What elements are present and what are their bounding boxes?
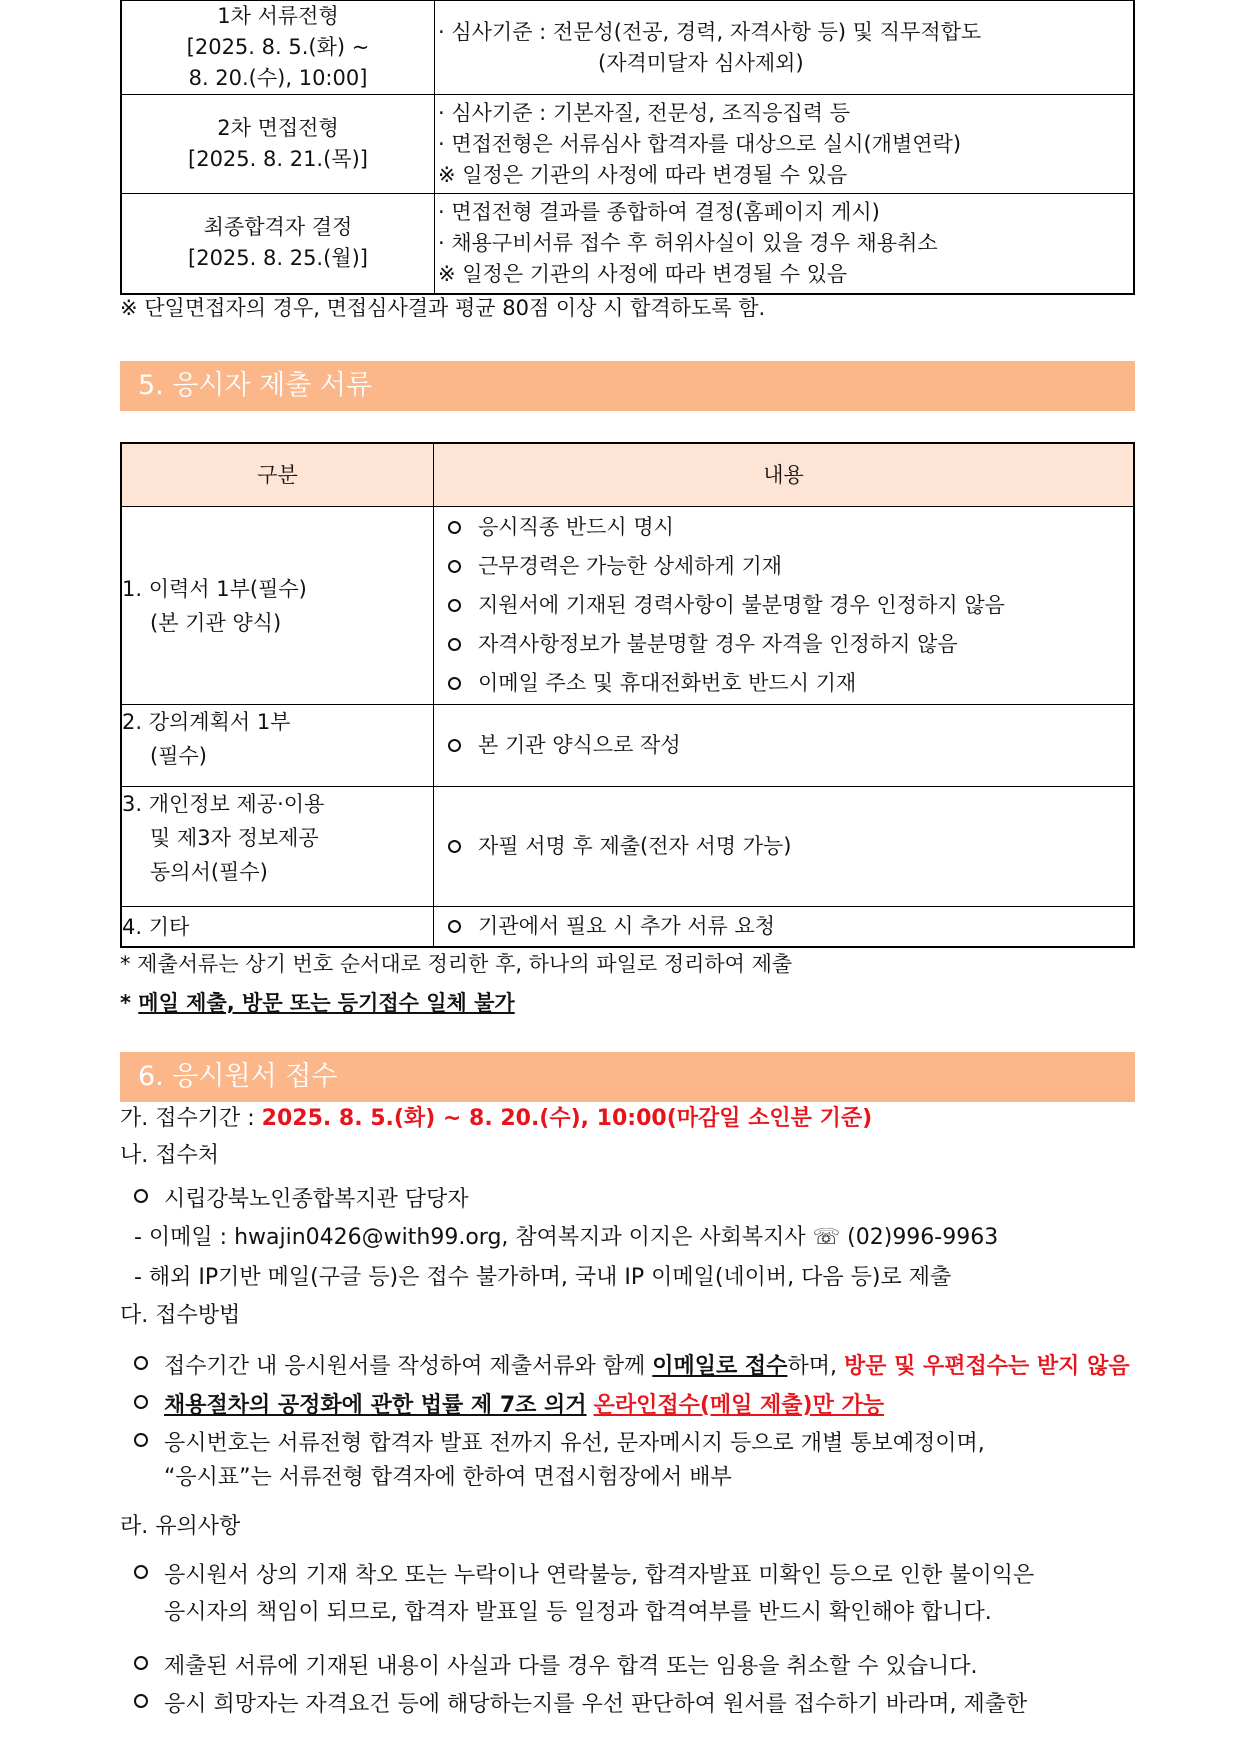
table-row [121, 95, 1134, 194]
circle-bullet-icon [448, 560, 461, 573]
doc-label-cell [121, 907, 434, 948]
doc-label-cell [121, 507, 434, 705]
documents-table [120, 442, 1135, 948]
doc-content-cell [434, 907, 1135, 948]
table-row [121, 907, 1134, 948]
circle-bullet-icon [448, 599, 461, 612]
list-item: 근무경력은 가능한 상세하게 기재 [448, 547, 1133, 586]
caution-label: 라. 유의사항 [120, 1514, 241, 1539]
desc-text: · 면접전형은 서류심사 합격자를 대상으로 실시(개별연락) [438, 131, 962, 156]
period-line: 가. 접수기간 : 2025. 8. 5.(화) ~ 8. 20.(수), 10:00(마감일 소인분 기준) [120, 1106, 873, 1131]
method-item-3: 응시번호는 서류전형 합격자 발표 전까지 유선, 문자메시지 등으로 개별 통보예정이며, [134, 1429, 985, 1459]
doc-label: (필수) [150, 744, 207, 768]
list-item: 본 기관 양식으로 작성 [448, 726, 1133, 765]
section-5-title: 5. 응시자 제출 서류 [120, 361, 1135, 411]
circle-bullet-icon [448, 920, 461, 933]
header-content: 내용 [434, 443, 1135, 507]
method-label: 다. 접수방법 [120, 1303, 241, 1328]
desc-cell [435, 1, 1135, 95]
circle-bullet-icon [134, 1395, 148, 1409]
desc-text: · 채용구비서류 접수 후 허위사실이 있을 경우 채용취소 [438, 230, 938, 255]
doc-label-cell [121, 787, 434, 907]
doc-label: 동의서(필수) [150, 860, 268, 884]
circle-bullet-icon [134, 1694, 148, 1708]
circle-bullet-icon [134, 1189, 148, 1203]
circle-bullet-icon [448, 677, 461, 690]
stage-text: 8. 20.(수), 10:00] [188, 66, 368, 90]
desc-cell [435, 194, 1135, 294]
list-item: 자격사항정보가 불분명할 경우 자격을 인정하지 않음 [448, 625, 1133, 664]
schedule-note: ※ 단일면접자의 경우, 면접심사결과 평균 80점 이상 시 합격하도록 함. [120, 296, 766, 320]
stage-text: 1차 서류전형 [217, 4, 339, 28]
circle-bullet-icon [134, 1565, 148, 1579]
list-item: 응시직종 반드시 명시 [448, 508, 1133, 547]
place-org: 시립강북노인종합복지관 담당자 [134, 1185, 469, 1215]
doc-label: 4. 기타 [122, 914, 190, 939]
stage-cell [121, 1, 435, 95]
caution-item-2: 제출된 서류에 기재된 내용이 사실과 다를 경우 합격 또는 임용을 취소할 수 있습니다. [134, 1652, 977, 1682]
section-6-title: 6. 응시원서 접수 [120, 1052, 1135, 1102]
doc-content-cell [434, 787, 1135, 907]
stage-text: 2차 면접전형 [217, 116, 339, 140]
list-item: 이메일 주소 및 휴대전화번호 반드시 기재 [448, 664, 1133, 703]
stage-text: 최종합격자 결정 [203, 215, 353, 240]
desc-text: ※ 일정은 기관의 사정에 따라 변경될 수 있음 [438, 162, 848, 187]
method-item-3-cont: “응시표”는 서류전형 합격자에 한하여 면접시험장에서 배부 [164, 1465, 732, 1490]
table-row [121, 194, 1134, 294]
doc-label: 3. 개인정보 제공·이용 [122, 792, 325, 816]
desc-text: · 심사기준 : 기본자질, 전문성, 조직응집력 등 [438, 100, 851, 125]
table-header-row [121, 443, 1134, 507]
list-item: 자필 서명 후 제출(전자 서명 가능) [448, 827, 1133, 866]
doc-content-cell [434, 507, 1135, 705]
header-category: 구분 [121, 443, 434, 507]
doc-content-cell [434, 705, 1135, 787]
circle-bullet-icon [448, 521, 461, 534]
circle-bullet-icon [448, 840, 461, 853]
list-item: 지원서에 기재된 경력사항이 불분명할 경우 인정하지 않음 [448, 586, 1133, 625]
stage-cell [121, 194, 435, 294]
circle-bullet-icon [448, 638, 461, 651]
doc-label: 및 제3자 정보제공 [150, 826, 319, 850]
schedule-table [120, 0, 1135, 295]
circle-bullet-icon [134, 1656, 148, 1670]
documents-note: * 제출서류는 상기 번호 순서대로 정리한 후, 하나의 파일로 정리하여 제출 [120, 952, 793, 976]
table-row [121, 507, 1134, 705]
desc-text: ※ 일정은 기관의 사정에 따라 변경될 수 있음 [438, 261, 848, 286]
doc-label-cell [121, 705, 434, 787]
desc-text: (자격미달자 심사제외) [598, 50, 804, 75]
stage-text: [2025. 8. 5.(화) ~ [186, 35, 370, 59]
stage-text: [2025. 8. 25.(월)] [188, 246, 368, 271]
table-row [121, 705, 1134, 787]
circle-bullet-icon [134, 1433, 148, 1447]
desc-text: · 심사기준 : 전문성(전공, 경력, 자격사항 등) 및 직무적합도 [438, 19, 982, 44]
method-item-1: 접수기간 내 응시원서를 작성하여 제출서류와 함께 이메일로 접수하며, 방문 및 우편접수는 받지 않음 [134, 1352, 1130, 1382]
doc-label: 2. 강의계획서 1부 [122, 710, 291, 734]
table-row [121, 787, 1134, 907]
doc-label: (본 기관 양식) [150, 610, 282, 635]
list-item: 기관에서 필요 시 추가 서류 요청 [448, 907, 1133, 946]
stage-text: [2025. 8. 21.(목)] [188, 147, 368, 171]
desc-text: · 면접전형 결과를 종합하여 결정(홈페이지 게시) [438, 199, 880, 224]
doc-label: 1. 이력서 1부(필수) [122, 576, 307, 601]
place-label: 나. 접수처 [120, 1143, 219, 1168]
stage-cell [121, 95, 435, 194]
caution-item-1: 응시원서 상의 기재 착오 또는 누락이나 연락불능, 합격자발표 미확인 등으로 인한 불이익은 [134, 1561, 1034, 1591]
circle-bullet-icon [448, 739, 461, 752]
place-ip-note: - 해외 IP기반 메일(구글 등)은 접수 불가하며, 국내 IP 이메일(네이버, 다음 등)로 제출 [134, 1265, 952, 1290]
method-item-2: 채용절차의 공정화에 관한 법률 제 7조 의거 온라인접수(메일 제출)만 가능 [134, 1391, 884, 1421]
desc-cell [435, 95, 1135, 194]
caution-item-1-cont: 응시자의 책임이 되므로, 합격자 발표일 등 일정과 합격여부를 반드시 확인해야 합니다. [164, 1600, 992, 1625]
caution-item-3: 응시 희망자는 자격요건 등에 해당하는지를 우선 판단하여 원서를 접수하기 바라며, 제출한 [134, 1690, 1027, 1720]
circle-bullet-icon [134, 1356, 148, 1370]
table-row [121, 1, 1134, 95]
documents-warning: * 메일 제출, 방문 또는 등기접수 일체 불가 [120, 991, 515, 1015]
place-email: - 이메일 : hwajin0426@with99.org, 참여복지과 이지은 사회복지사 ☏ (02)996-9963 [134, 1225, 999, 1250]
